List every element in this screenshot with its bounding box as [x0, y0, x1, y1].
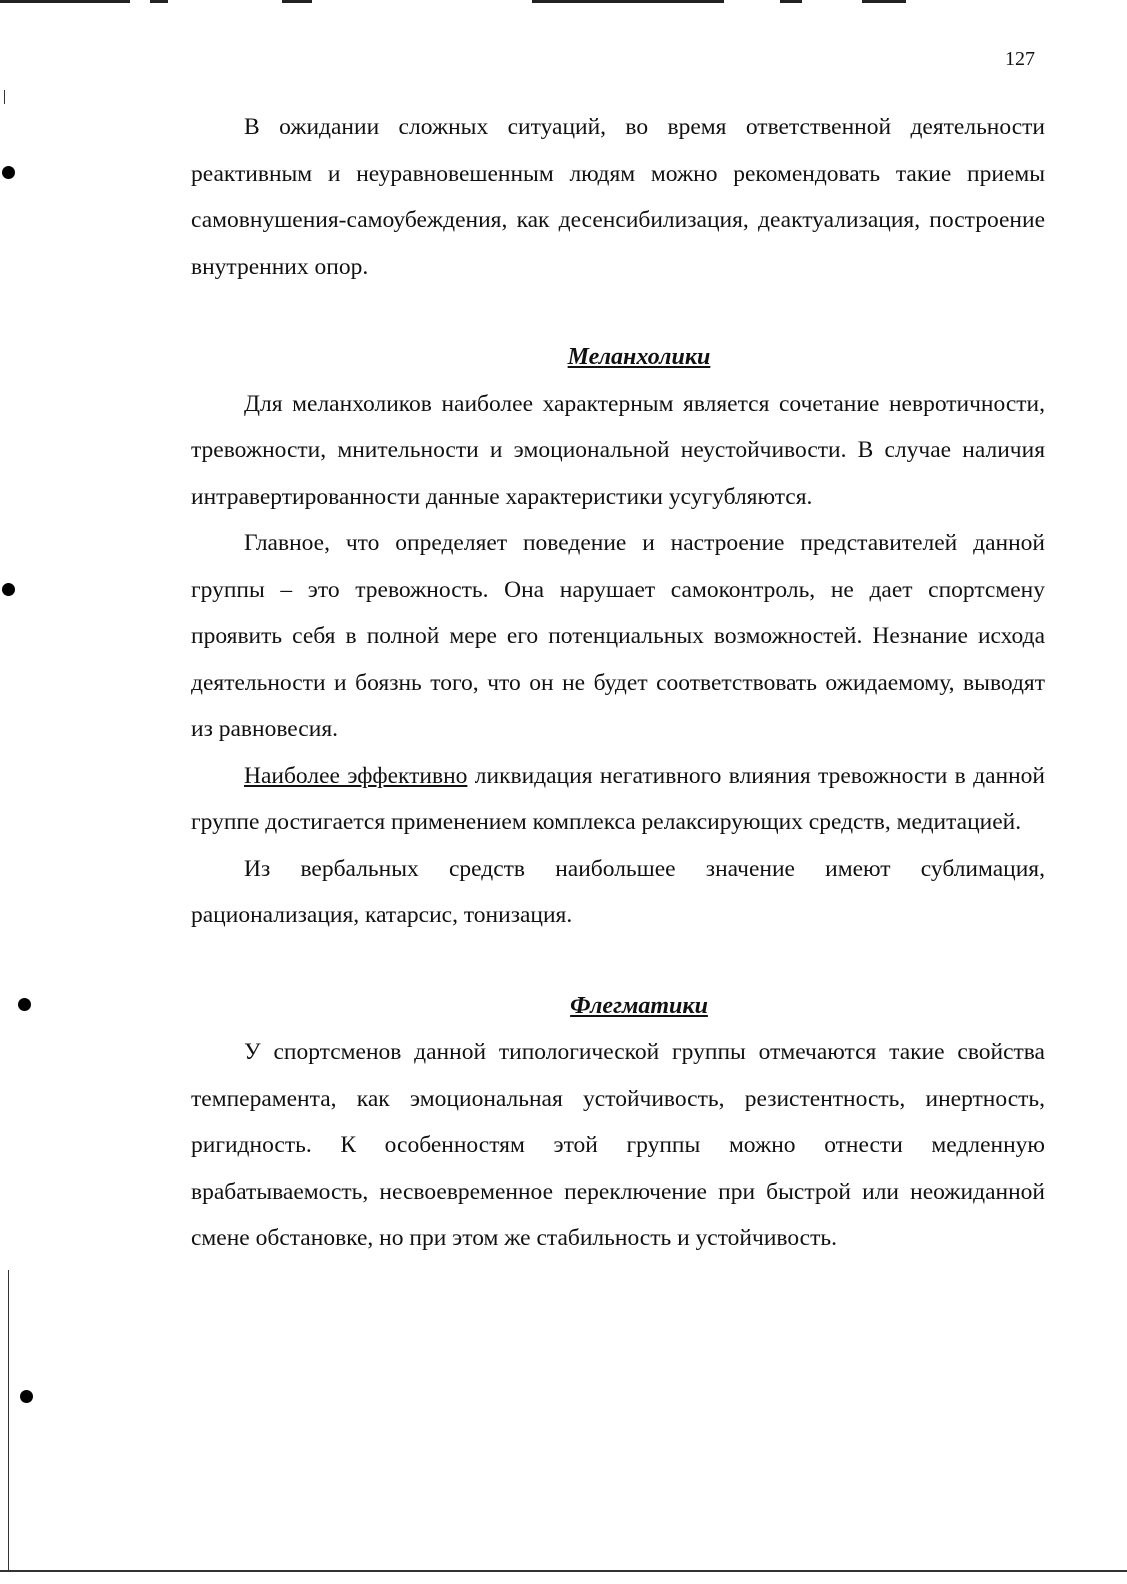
punch-hole — [2, 166, 15, 179]
scan-top-line — [150, 0, 168, 3]
melancholic-paragraph-4: Из вербальных средств наибольшее значение имеют сублимация, рационализация, катарсис, тонизация. — [191, 855, 1045, 928]
scan-bottom-line — [0, 1570, 1127, 1572]
punch-hole — [18, 998, 31, 1011]
punch-hole — [2, 583, 15, 596]
scan-left-edge — [4, 90, 5, 104]
scan-top-line — [780, 0, 802, 3]
scan-top-line — [282, 0, 312, 3]
section-spacer — [191, 290, 1045, 334]
underlined-phrase: Наиболее эффективно — [244, 762, 468, 789]
heading-phlegmatic: Флегматики — [570, 992, 708, 1019]
section-spacer — [191, 939, 1045, 983]
paragraph-continuation: ликвидация негативного влияния тревожности в данной группе достигается применением комплекса релаксирующих средств, медитацией. — [191, 762, 1045, 835]
phlegmatic-paragraph-1: У спортсменов данной типологической группы отмечаются такие свойства темперамента, как эмоциональная устойчивость, резистентность, инертность, ригидность. К особенностям этой группы можно отнести медленную врабатываемость, несвоевременное переключение при быстрой или неожиданной смене обстановке, но при этом же стабильность и устойчивость. — [191, 1039, 1045, 1251]
melancholic-paragraph-1: Для меланхоликов наиболее характерным является сочетание невротичности, тревожности, мнительности и эмоциональной неустойчивости. В случае наличия интравертированности данные характеристики усугубляются. — [191, 390, 1045, 510]
heading-melancholic: Меланхолики — [567, 344, 711, 370]
scan-top-line — [0, 0, 130, 3]
scan-top-line — [532, 0, 724, 3]
scan-left-edge — [8, 1270, 9, 1570]
punch-hole — [20, 1390, 33, 1403]
melancholic-paragraph-2: Главное, что определяет поведение и настроение представителей данной группы – это тревожность. Она нарушает самоконтроль, не дает спортсмену проявить себя в полной мере его потенциальных возможностей. Незнание исхода деятельности и боязнь того, что он не будет соответствовать ожидаемому, выводят из равновесия. — [191, 530, 1045, 742]
page-content — [191, 104, 1045, 1262]
page-number: 127 — [1005, 48, 1035, 70]
scan-top-line — [862, 0, 906, 3]
melancholic-paragraph-3 — [191, 753, 1045, 846]
intro-paragraph: В ожидании сложных ситуаций, во время ответственной деятельности реактивным и неуравновешенным людям можно рекомендовать такие приемы самовнушения-самоубеждения, как десенсибилизация, деактуализация, построение внутренних опор. — [191, 114, 1045, 280]
